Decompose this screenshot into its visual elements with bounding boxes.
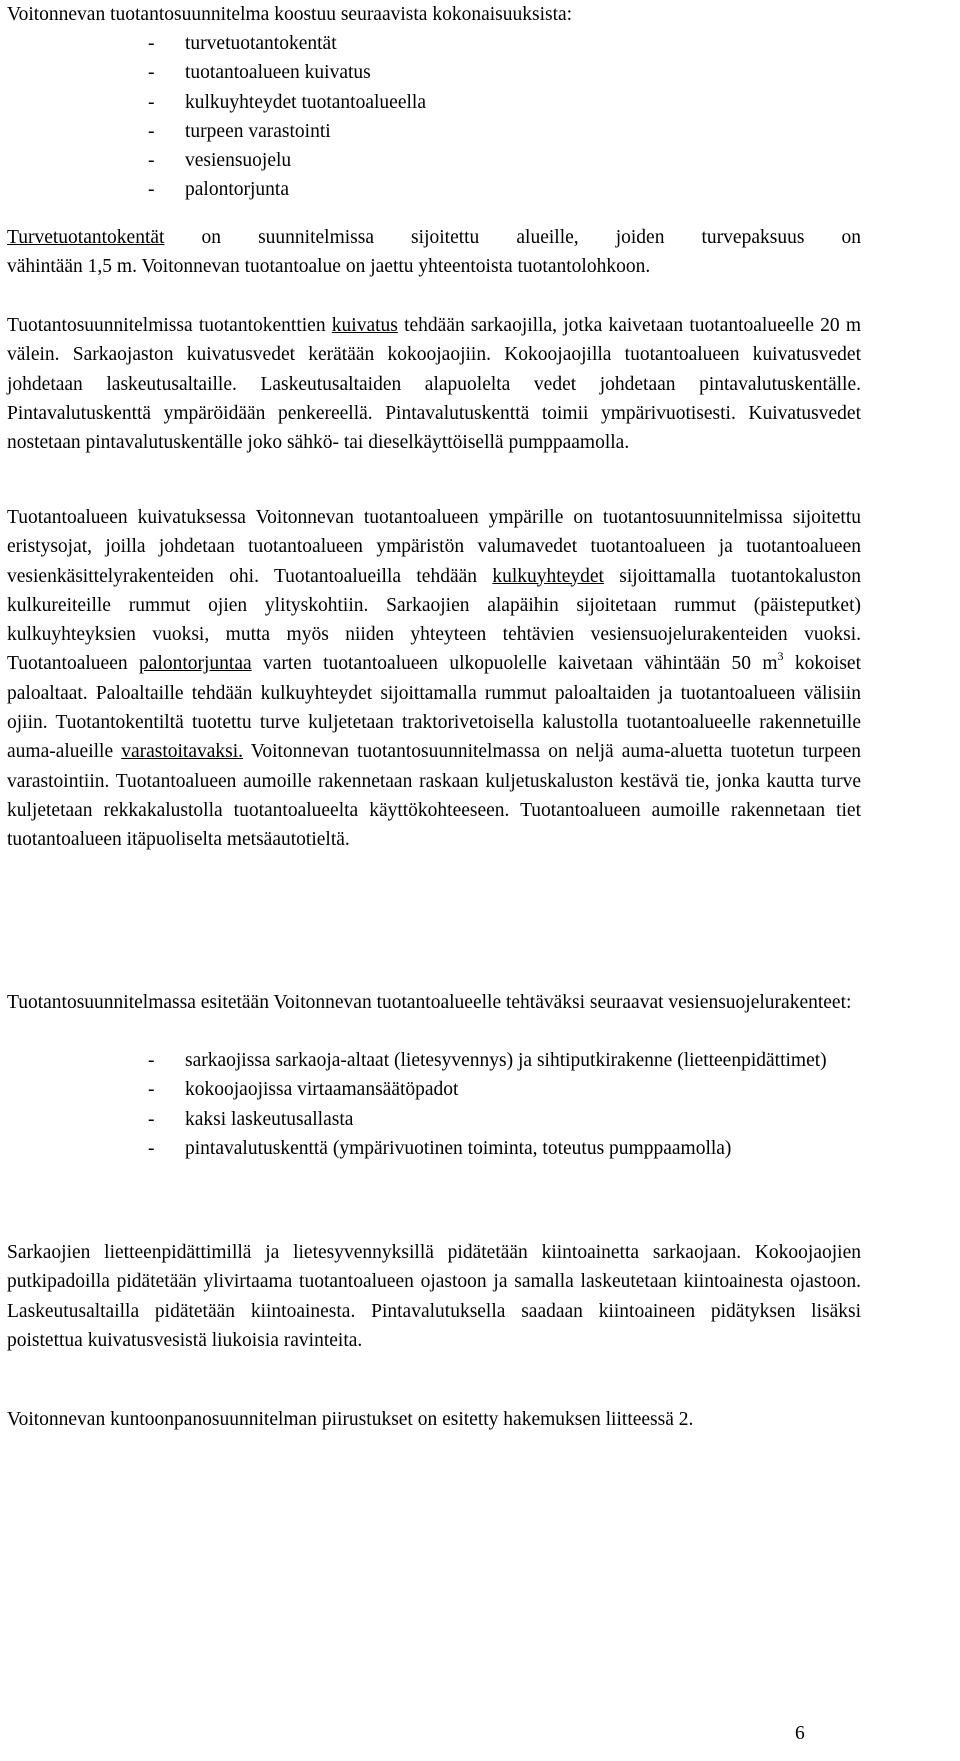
list-item: - palontorjunta <box>148 179 289 201</box>
paragraph-fields: Turvetuotantokentät on suunnitelmissa sijoitettu alueille, joiden turvepaksuus on vähintään 1,5 m. Voitonnevan tuotantoalue on jaettu yhteentoista tuotantolohkoon. <box>7 227 861 278</box>
list-item: - turvetuotantokentät <box>148 33 337 54</box>
paragraph-access-and-fire: Tuotantoalueen kuivatuksessa Voitonnevan tuotantoalueen ympärille on tuotantosuunnitelmissa sijoitettu eristysojat, joilla johdetaan tuotantoalueen ympäristön valumavedet tuotantoalueen ja tuotantoalueen vesienkäsittelyrakenteiden ohi. Tuotantoalueilla tehdään kulkuyhteydet sijoittamalla tuotantokaluston kulkureiteille rummut ojien ylityskohtiin. Sarkaojien alapäihin sijoitetaan rummut (päisteputket) kulkuyhteyksien vuoksi, mutta myös niiden yhteyteen tehtävien vesiensuojelurakenteiden vuoksi. Tuotantoalueen palontorjuntaa varten tuotantoalueen ulkopuolelle kaivetaan vähintään 50 $m^3$ kokoiset paloaltaat. Paloaltaille tehdään kulkuyhteydet sijoittamalla rummut paloaltaiden ja tuotantoalueen välisiin ojiin. Tuotantokentiltä tuotettu turve kuljetetaan traktorivetoisella kalustolla tuotantoalueelle rakennetuille auma-alueille varastoitavaksi. Voitonnevan tuotantosuunnitelmassa on neljä auma-aluetta tuotetun turpeen varastointiin. Tuotantoalueen aumoille rakennetaan raskaan kuljetuskaluston kestävä tie, jonka kautta turve kuljetetaan rekkakalustolla tuotantoalueelta käyttökohteeseen. Tuotantoalueen aumoille rakennetaan tiet tuotantoalueen itäpuoliselta metsäautotieltä. <box>7 507 862 851</box>
list-item: - sarkaojissa sarkaoja-altaat (lietesyvennys) ja sihtiputkirakenne (lietteenpidättimet) <box>148 1050 827 1071</box>
term-fields: Turvetuotantokentät <box>7 227 165 248</box>
paragraph-drainage: Tuotantosuunnitelmissa tuotantokenttien kuivatus tehdään sarkaojilla, jotka kaivetaan tuotantoalueelle 20 m välein. Sarkaojaston kuivatusvedet kerätään kokoojaojiin. Kokoojaojilla tuotantoalueen kuivatusvedet johdetaan laskeutusaltaille. Laskeutusaltaiden alapuolelta vedet johdetaan pintavalutuskentälle. Pintavalutuskenttä ympäröidään penkereellä. Pintavalutuskenttä toimii ympärivuotisesti. Kuivatusvedet nostetaan pintavalutuskentälle joko sähkö- tai dieselkäyttöisellä pumppaamolla. <box>7 315 861 454</box>
list-item: - kulkuyhteydet tuotantoalueella <box>148 91 426 113</box>
term-drainage: kuivatus <box>331 315 398 336</box>
components-list <box>148 29 648 205</box>
list-item: - pintavalutuskenttä (ympärivuotinen toiminta, toteutus pumppaamolla) <box>148 1137 732 1159</box>
term-access: kulkuyhteydet <box>492 565 604 587</box>
paragraph-retention: Sarkaojien lietteenpidättimillä ja lietesyvennyksillä pidätetään kiintoainetta sarkaojaan. Kokoojaojien putkipadoilla pidätetään ylivirtaama tuotantoalueen ojastoon ja samalla laskeutetaan kiintoainesta ojastoon. Laskeutusaltailla pidätetään kiintoainesta. Pintavalutuksella saadaan kiintoaineen pidätyksen lisäksi poistettua kuivatusvesistä liukoisia ravinteita. <box>7 1242 861 1351</box>
list-item: - kaksi laskeutusallasta <box>148 1108 354 1130</box>
paragraph-drawings: Voitonnevan kuntoonpanosuunnitelman piirustukset on esitetty hakemuksen liitteessä 2. <box>7 1409 694 1430</box>
list-item: - tuotantoalueen kuivatus <box>148 62 371 84</box>
structures-list <box>148 1046 861 1163</box>
list-item: - turpeen varastointi <box>148 120 331 142</box>
paragraph-protection-intro: Tuotantosuunnitelmassa esitetään Voitonnevan tuotantoalueelle tehtäväksi seuraavat vesiensuojelurakenteet: <box>7 992 852 1013</box>
list-item: - vesiensuojelu <box>148 150 292 172</box>
intro-text: Voitonnevan tuotantosuunnitelma koostuu seuraavista kokonaisuuksista: <box>7 4 573 25</box>
term-fire: palontorjuntaa <box>139 653 252 675</box>
list-item: - kokoojaojissa virtaamansäätöpadot <box>148 1079 459 1101</box>
term-storage: varastoitavaksi. <box>121 741 244 763</box>
page-number: 6 <box>795 1723 805 1744</box>
